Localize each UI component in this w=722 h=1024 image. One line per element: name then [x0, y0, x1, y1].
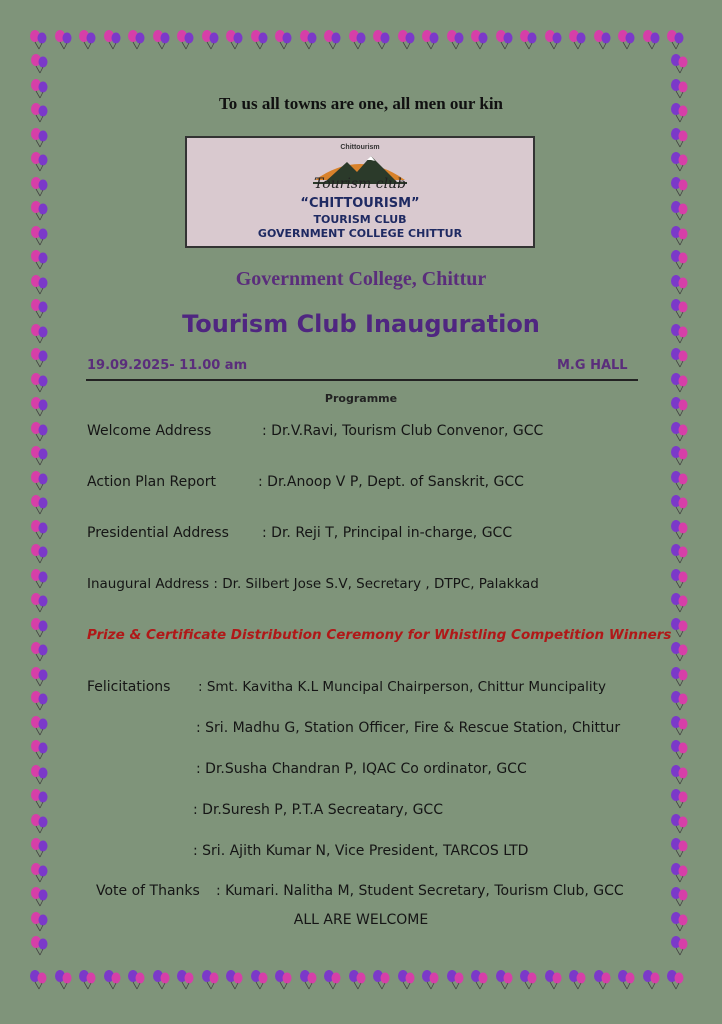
- balloon-icon: [29, 788, 51, 810]
- balloon-icon: [29, 274, 51, 296]
- welcome-address-speaker: : Dr.V.Ravi, Tourism Club Convenor, GCC: [262, 423, 544, 439]
- balloon-icon: [420, 969, 442, 991]
- balloon-icon: [469, 969, 491, 991]
- balloon-icon: [592, 29, 614, 51]
- balloon-icon: [669, 886, 691, 908]
- balloon-icon: [616, 969, 638, 991]
- balloon-icon: [669, 470, 691, 492]
- balloon-icon: [29, 445, 51, 467]
- balloon-icon: [29, 813, 51, 835]
- balloon-icon: [669, 372, 691, 394]
- balloon-icon: [669, 176, 691, 198]
- balloon-icon: [29, 53, 51, 75]
- balloon-icon: [669, 788, 691, 810]
- balloon-icon: [567, 29, 589, 51]
- balloon-icon: [396, 969, 418, 991]
- balloon-icon: [29, 617, 51, 639]
- balloon-icon: [420, 29, 442, 51]
- balloon-icon: [77, 969, 99, 991]
- balloon-icon: [665, 29, 687, 51]
- balloon-icon: [669, 249, 691, 271]
- balloon-icon: [29, 666, 51, 688]
- balloon-icon: [669, 151, 691, 173]
- logo-script-text: Tourism club: [313, 176, 407, 192]
- header-divider: [86, 379, 638, 381]
- balloon-icon: [249, 29, 271, 51]
- balloon-icon: [371, 969, 393, 991]
- balloon-icon: [669, 715, 691, 737]
- balloon-icon: [29, 200, 51, 222]
- balloon-icon: [29, 470, 51, 492]
- balloon-icon: [567, 969, 589, 991]
- balloon-icon: [29, 690, 51, 712]
- balloon-icon: [29, 519, 51, 541]
- balloon-icon: [445, 969, 467, 991]
- balloon-icon: [669, 813, 691, 835]
- balloon-icon: [669, 617, 691, 639]
- balloon-icon: [669, 568, 691, 590]
- balloon-icon: [126, 969, 148, 991]
- balloon-icon: [29, 494, 51, 516]
- balloon-icon: [29, 641, 51, 663]
- balloon-icon: [28, 29, 50, 51]
- balloon-icon: [29, 176, 51, 198]
- tourism-club-logo: [185, 136, 535, 248]
- balloon-icon: [29, 298, 51, 320]
- balloon-icon: [518, 29, 540, 51]
- balloon-icon: [665, 969, 687, 991]
- balloon-icon: [669, 837, 691, 859]
- balloon-icon: [298, 969, 320, 991]
- balloon-icon: [29, 127, 51, 149]
- balloon-icon: [396, 29, 418, 51]
- balloon-icon: [641, 969, 663, 991]
- balloon-icon: [543, 969, 565, 991]
- logo-line-college: GOVERNMENT COLLEGE CHITTUR: [257, 227, 463, 240]
- college-name: Government College, Chittur: [235, 268, 487, 290]
- balloon-icon: [29, 739, 51, 761]
- balloon-icon: [669, 298, 691, 320]
- balloon-icon: [249, 969, 271, 991]
- balloon-icon: [494, 969, 516, 991]
- balloon-icon: [669, 445, 691, 467]
- balloon-icon: [322, 29, 344, 51]
- balloon-icon: [126, 29, 148, 51]
- balloon-icon: [175, 29, 197, 51]
- balloon-icon: [669, 764, 691, 786]
- action-plan-speaker: : Dr.Anoop V P, Dept. of Sanskrit, GCC: [258, 474, 524, 490]
- felicitations-label: Felicitations: [87, 679, 171, 695]
- balloon-icon: [29, 249, 51, 271]
- balloon-icon: [29, 102, 51, 124]
- prize-distribution-line: Prize & Certificate Distribution Ceremony for Whistling Competition Winners: [87, 627, 672, 643]
- balloon-icon: [29, 862, 51, 884]
- balloon-icon: [102, 969, 124, 991]
- felicitation-item: : Dr.Susha Chandran P, IQAC Co ordinator, GCC: [196, 761, 527, 777]
- balloon-icon: [669, 519, 691, 541]
- balloon-icon: [29, 323, 51, 345]
- felicitation-item: : Sri. Madhu G, Station Officer, Fire & Rescue Station, Chittur: [196, 720, 621, 736]
- balloon-icon: [669, 102, 691, 124]
- presidential-address-speaker: : Dr. Reji T, Principal in-charge, GCC: [262, 525, 513, 541]
- balloon-icon: [77, 29, 99, 51]
- motto: To us all towns are one, all men our kin: [218, 94, 504, 113]
- balloon-icon: [669, 690, 691, 712]
- balloon-icon: [29, 543, 51, 565]
- logo-line-tourism-club: TOURISM CLUB: [313, 213, 407, 226]
- balloon-icon: [445, 29, 467, 51]
- presidential-address-label: Presidential Address: [87, 525, 229, 541]
- felicitation-item: : Smt. Kavitha K.L Muncipal Chairperson, Chittur Muncipality: [198, 679, 606, 695]
- balloon-icon: [669, 494, 691, 516]
- balloon-icon: [29, 764, 51, 786]
- balloon-icon: [669, 592, 691, 614]
- balloon-icon: [669, 127, 691, 149]
- welcome-address-label: Welcome Address: [87, 423, 212, 439]
- balloon-icon: [29, 911, 51, 933]
- balloon-icon: [29, 347, 51, 369]
- balloon-icon: [669, 78, 691, 100]
- balloon-icon: [273, 969, 295, 991]
- balloon-icon: [322, 969, 344, 991]
- balloon-icon: [53, 29, 75, 51]
- balloon-icon: [29, 421, 51, 443]
- felicitation-item: : Dr.Suresh P, P.T.A Secreatary, GCC: [193, 802, 443, 818]
- balloon-icon: [224, 29, 246, 51]
- logo-line-chittourism: “CHITTOURISM”: [300, 196, 420, 211]
- balloon-icon: [29, 837, 51, 859]
- balloon-icon: [28, 969, 50, 991]
- balloon-icon: [469, 29, 491, 51]
- balloon-icon: [175, 969, 197, 991]
- balloon-icon: [669, 543, 691, 565]
- balloon-icon: [347, 969, 369, 991]
- balloon-icon: [273, 29, 295, 51]
- all-are-welcome: ALL ARE WELCOME: [293, 912, 429, 928]
- balloon-icon: [29, 372, 51, 394]
- balloon-icon: [29, 715, 51, 737]
- balloon-icon: [543, 29, 565, 51]
- event-title: Tourism Club Inauguration: [182, 310, 540, 338]
- balloon-icon: [347, 29, 369, 51]
- vote-of-thanks-label: Vote of Thanks: [96, 883, 200, 899]
- balloon-icon: [29, 151, 51, 173]
- balloon-icon: [669, 53, 691, 75]
- balloon-icon: [669, 225, 691, 247]
- balloon-icon: [29, 225, 51, 247]
- balloon-icon: [669, 911, 691, 933]
- balloon-icon: [641, 29, 663, 51]
- balloon-icon: [669, 200, 691, 222]
- balloon-icon: [102, 29, 124, 51]
- balloon-icon: [29, 592, 51, 614]
- balloon-icon: [29, 568, 51, 590]
- balloon-icon: [371, 29, 393, 51]
- balloon-icon: [494, 29, 516, 51]
- balloon-icon: [29, 396, 51, 418]
- balloon-icon: [669, 421, 691, 443]
- balloon-icon: [151, 29, 173, 51]
- balloon-icon: [518, 969, 540, 991]
- logo-arc-text: Chittourism: [340, 144, 380, 151]
- balloon-icon: [53, 969, 75, 991]
- event-date-time: 19.09.2025- 11.00 am: [87, 358, 248, 373]
- felicitation-item: : Sri. Ajith Kumar N, Vice President, TARCOS LTD: [193, 843, 529, 859]
- balloon-icon: [151, 969, 173, 991]
- balloon-icon: [224, 969, 246, 991]
- balloon-icon: [669, 396, 691, 418]
- vote-of-thanks-speaker: : Kumari. Nalitha M, Student Secretary, Tourism Club, GCC: [216, 883, 624, 899]
- balloon-icon: [29, 78, 51, 100]
- balloon-icon: [669, 641, 691, 663]
- balloon-icon: [592, 969, 614, 991]
- action-plan-label: Action Plan Report: [87, 474, 216, 490]
- balloon-icon: [669, 862, 691, 884]
- balloon-icon: [669, 274, 691, 296]
- balloon-icon: [29, 935, 51, 957]
- balloon-icon: [616, 29, 638, 51]
- balloon-icon: [200, 969, 222, 991]
- balloon-icon: [669, 347, 691, 369]
- event-venue: M.G HALL: [557, 358, 628, 373]
- balloon-icon: [298, 29, 320, 51]
- balloon-icon: [669, 323, 691, 345]
- balloon-icon: [669, 935, 691, 957]
- balloon-icon: [200, 29, 222, 51]
- balloon-icon: [29, 886, 51, 908]
- balloon-icon: [669, 739, 691, 761]
- balloon-icon: [669, 666, 691, 688]
- programme-heading: Programme: [324, 392, 398, 405]
- inaugural-address: Inaugural Address : Dr. Silbert Jose S.V, Secretary , DTPC, Palakkad: [87, 576, 539, 592]
